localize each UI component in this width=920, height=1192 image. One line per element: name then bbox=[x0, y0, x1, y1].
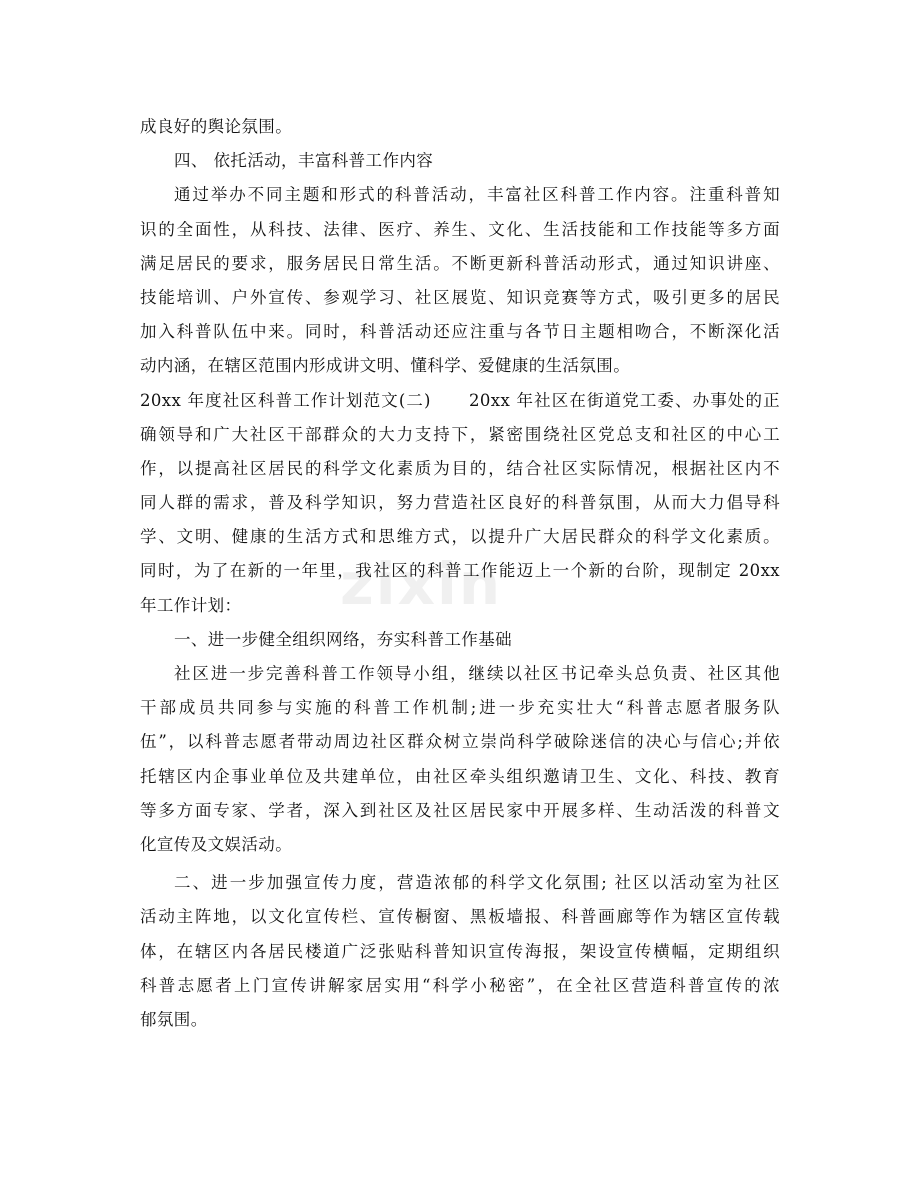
section-heading: 四、 依托活动，丰富科普工作内容 bbox=[174, 151, 434, 171]
text-line: 托辖区内企事业单位及共建单位，由社区牵头组织邀请卫生、文化、科技、教育 bbox=[140, 766, 780, 786]
text-line: 化宣传及文娱活动。 bbox=[140, 834, 293, 854]
watermark: zixin bbox=[340, 550, 503, 618]
text-line: 伍”，以科普志愿者带动周边社区群众树立崇尚科学破除迷信的决心与信心;并依 bbox=[140, 732, 780, 752]
text-line: 干部成员共同参与实施的科普工作机制;进一步充实壮大“科普志愿者服务队 bbox=[140, 698, 780, 718]
text-line: 成良好的舆论氛围。 bbox=[140, 117, 293, 136]
text-line: 同时，为了在新的一年里，我社区的科普工作能迈上一个新的台阶，现制定 20xx bbox=[140, 561, 780, 581]
text-line: 年工作计划： bbox=[140, 595, 242, 615]
document-body bbox=[140, 110, 780, 1037]
text-line: 识的全面性，从科技、法律、医疗、养生、文化、生活技能和工作技能等多方面 bbox=[140, 219, 780, 239]
text-line: 确领导和广大社区干部群众的大力支持下，紧密围绕社区党总支和社区的中心工 bbox=[140, 424, 780, 444]
text-line: 动内涵，在辖区范围内形成讲文明、懂科学、爱健康的生活氛围。 bbox=[140, 356, 631, 376]
text-line: 作，以提高社区居民的科学文化素质为目的，结合社区实际情况，根据社区内不 bbox=[140, 458, 780, 478]
text-line: 社区进一步完善科普工作领导小组，继续以社区书记牵头总负责、社区其他 bbox=[174, 664, 780, 683]
text-line: 20xx 年度社区科普工作计划范文(二) 20xx 年社区在街道党工委、办事处的正 bbox=[140, 390, 780, 410]
section-heading: 二、进一步加强宣传力度，营造浓郁的科学文化氛围; 社区以活动室为社区 bbox=[174, 873, 780, 893]
text-line: 活动主阵地，以文化宣传栏、宣传橱窗、黑板墙报、科普画廊等作为辖区宣传载 bbox=[140, 907, 780, 927]
text-line: 通过举办不同主题和形式的科普活动，丰富社区科普工作内容。注重科普知 bbox=[174, 185, 780, 205]
text-line: 同人群的需求，普及科学知识，努力营造社区良好的科普氛围，从而大力倡导科 bbox=[140, 493, 780, 513]
text-line: 技能培训、户外宣传、参观学习、社区展览、知识竞赛等方式，吸引更多的居民 bbox=[140, 287, 780, 307]
text-line: 学、文明、健康的生活方式和思维方式，以提升广大居民群众的科学文化素质。 bbox=[140, 527, 780, 547]
text-line: 满足居民的要求，服务居民日常生活。不断更新科普活动形式，通过知识讲座、 bbox=[140, 253, 780, 273]
text-line: 郁氛围。 bbox=[140, 1009, 208, 1029]
text-line: 等多方面专家、学者，深入到社区及社区居民家中开展多样、生动活泼的科普文 bbox=[140, 800, 780, 820]
text-line: 体，在辖区内各居民楼道广泛张贴科普知识宣传海报，架设宣传横幅，定期组织 bbox=[140, 941, 780, 961]
text-line: 科普志愿者上门宣传讲解家居实用“科学小秘密”，在全社区营造科普宣传的浓 bbox=[140, 975, 780, 995]
text-line: 加入科普队伍中来。同时，科普活动还应注重与各节日主题相吻合，不断深化活 bbox=[140, 322, 780, 342]
section-heading: 一、进一步健全组织网络，夯实科普工作基础 bbox=[174, 629, 512, 649]
